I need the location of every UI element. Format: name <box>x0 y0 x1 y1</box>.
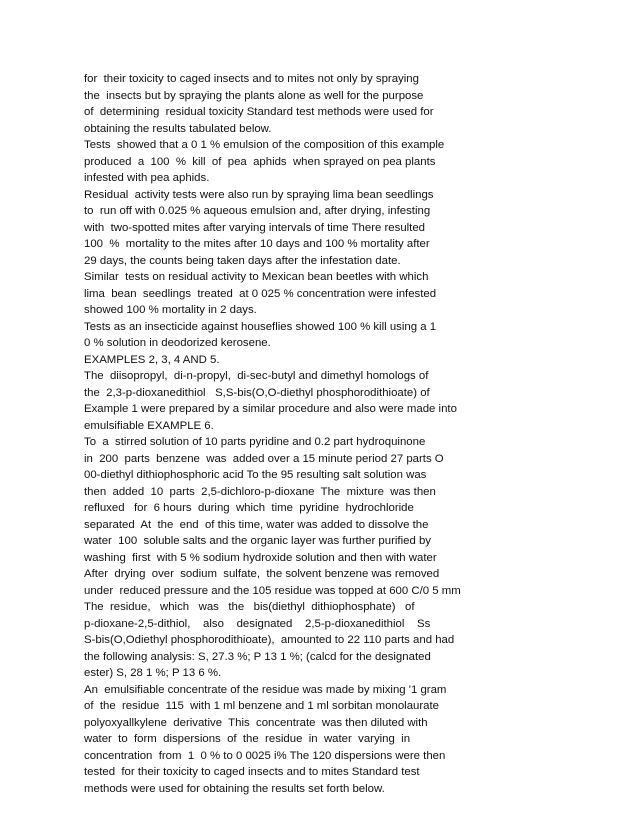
text-line: S-bis(O,Odiethyl phosphorodithioate), amounted to 22 110 parts and had <box>84 634 455 646</box>
text-line: under reduced pressure and the 105 residue was topped at 600 C/0 5 mm <box>84 584 461 597</box>
text-line: the following analysis: S, 27.3 %; P 13 1 %; (calcd for the designated <box>84 650 431 663</box>
text-line: 0 % solution in deodorized kerosene. <box>84 337 271 349</box>
text-line: then added 10 parts 2,5-dichloro-p-dioxane The mixture was then <box>84 485 436 498</box>
text-line: 00-diethyl dithiophosphoric acid To the 95 resulting salt solution was <box>84 469 427 481</box>
text-line: EXAMPLES 2, 3, 4 AND 5. <box>84 353 220 366</box>
text-line: to run off with 0.025 % aqueous emulsion and, after drying, infesting <box>84 205 431 217</box>
text-line: Similar tests on residual activity to Mexican bean beetles with which <box>84 271 429 283</box>
text-line: of the residue 115 with 1 ml benzene and 1 ml sorbitan monolaurate <box>84 700 440 712</box>
text-line: Residual activity tests were also run by spraying lima bean seedlings <box>84 188 434 201</box>
text-line: After drying over sodium sulfate, the solvent benzene was removed <box>84 568 440 580</box>
text-line: the insects but by spraying the plants alone as well for the purpose <box>84 89 424 102</box>
text-line: separated At the end of this time, water was added to dissolve the <box>84 518 429 531</box>
text-line: refluxed for 6 hours during which time pyridine hydrochloride <box>84 502 414 514</box>
text-line: showed 100 % mortality in 2 days. <box>84 304 257 316</box>
text-line: the 2,3-p-dioxanedithiol S,S-bis(O,O-diethyl phosphorodithioate) of <box>84 386 430 399</box>
text-line: An emulsifiable concentrate of the residue was made by mixing '1 gram <box>84 683 447 696</box>
text-line: emulsifiable EXAMPLE 6. <box>84 419 214 432</box>
text-line: polyoxyallkylene derivative This concentrate was then diluted with <box>84 716 428 729</box>
text-line: 29 days, the counts being taken days after the infestation date. <box>84 254 401 267</box>
text-line: with two-spotted mites after varying intervals of time There resulted <box>84 221 426 234</box>
text-line: tested for their toxicity to caged insects and to mites Standard test <box>84 766 420 778</box>
document-body-text <box>84 71 564 797</box>
text-line: The residue, which was the bis(diethyl dithiophosphate) of <box>84 601 415 613</box>
text-line: Tests showed that a 0 1 % emulsion of the composition of this example <box>84 139 445 151</box>
text-line: infested with pea aphids. <box>84 172 210 184</box>
text-line: 100 % mortality to the mites after 10 days and 100 % mortality after <box>84 238 430 250</box>
text-line: water to form dispersions of the residue in water varying in <box>84 733 411 745</box>
text-line: obtaining the results tabulated below. <box>84 122 272 135</box>
text-line: To a stirred solution of 10 parts pyridine and 0.2 part hydroquinone <box>84 436 426 448</box>
text-line: for their toxicity to caged insects and to mites not only by spraying <box>84 73 419 85</box>
text-line: concentration from 1 0 % to 0 0025 i% The 120 dispersions were then <box>84 749 446 762</box>
text-line: water 100 soluble salts and the organic layer was further purified by <box>84 535 431 547</box>
text-line: of determining residual toxicity Standard test methods were used for <box>84 106 434 118</box>
text-line: Tests as an insecticide against houseflies showed 100 % kill using a 1 <box>84 320 437 333</box>
text-line: methods were used for obtaining the results set forth below. <box>84 782 385 795</box>
text-line: washing first with 5 % sodium hydroxide solution and then with water <box>84 551 437 564</box>
text-line: p-dioxane-2,5-dithiol, also designated 2,5-p-dioxanedithiol Ss <box>84 617 431 630</box>
text-line: The diisopropyl, di-n-propyl, di-sec-butyl and dimethyl homologs of <box>84 370 429 382</box>
text-line: lima bean seedlings treated at 0 025 % concentration were infested <box>84 287 437 300</box>
text-line: ester) S, 28 1 %; P 13 6 %. <box>84 667 222 679</box>
text-line: produced a 100 % kill of pea aphids when sprayed on pea plants <box>84 155 436 168</box>
text-line: in 200 parts benzene was added over a 15 minute period 27 parts O <box>84 452 444 465</box>
text-line: Example 1 were prepared by a similar procedure and also were made into <box>84 403 457 415</box>
